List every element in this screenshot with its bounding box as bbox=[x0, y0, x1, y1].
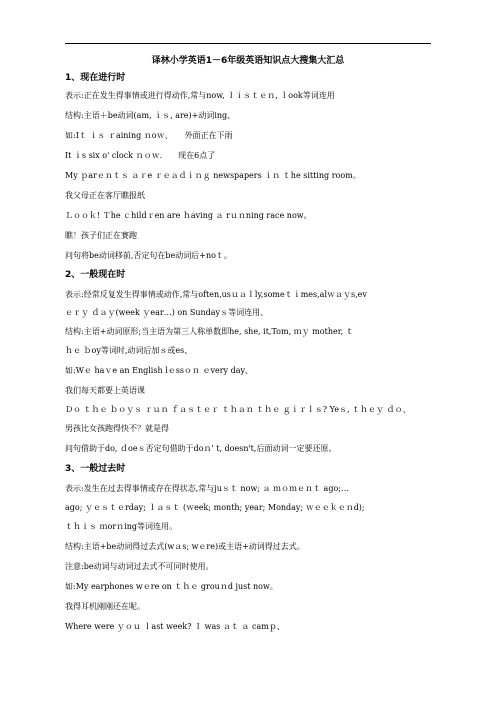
section-heading: 2、一般现在时 bbox=[65, 270, 126, 280]
text-line: My ｐarｅｎｔｓ ａｒe ｒｅａｄｉｎｇ newspapers ｉｎ ｔhe sitting room。 bbox=[65, 171, 361, 180]
header-rule bbox=[65, 43, 431, 44]
text-line: 如:Wｅ haｖe an English lｅssｏｎ ｅvery day、 bbox=[65, 366, 254, 375]
document-title: 译林小学英语1－6年级英语知识点大搜集大汇总 bbox=[151, 56, 345, 66]
text-line: 表示:正在发生得事情或进行得动作,常与now, ｌｉｓｔｅｎ, ｌook等词连用 bbox=[65, 91, 335, 100]
text-line: 结构:主语+动词原形;当主语为第三人称单数即he, she, it,Tom, ｍｙ mother, ｔ bbox=[65, 327, 354, 336]
section-heading: 1、现在进行时 bbox=[65, 73, 126, 83]
text-line: Where were ｙｏｕ ｌast week? Ｉ was ａｔ ａ camｐ、 bbox=[65, 622, 285, 631]
text-line: 如:Iｔ ｉｓ ｒaining ｎoｗ、 外面正在下雨 bbox=[65, 131, 233, 140]
text-line: It ｉs six o' clock ｎｏｗ. 现在6点了 bbox=[65, 151, 216, 160]
text-line: 我得耳机刚刚还在呢。 bbox=[65, 602, 145, 611]
text-line: ago; ｙｅｓｔｅrday; ｌａｓｔ (ｗeek; month; year; Monday; ｗｅｅｋｅｎd); bbox=[65, 503, 365, 512]
text-line: 我们每天都要上英语课 bbox=[65, 386, 145, 395]
text-line: 结构:主语+be动词得过去式(wａs; wｅre)或主语+动词得过去式。 bbox=[65, 542, 305, 551]
text-line: 表示:发生在过去得事情或存在得状态,常与juｓｔ now; ａ ｍｏｍｅｎｔ ago;… bbox=[65, 484, 349, 493]
text-line: ｔｈｉｓ ｍorｎing等词连用。 bbox=[65, 522, 178, 531]
text-line: 男孩比女孩跑得快不？就是得 bbox=[65, 424, 169, 433]
text-line: 问句将be动词移前,否定句在be动词后+noｔ。 bbox=[65, 251, 232, 260]
text-line: 我父母正在客厅瞧报纸 bbox=[65, 191, 145, 200]
text-line: Ｄｏ ｔｈｅ ｂｏｙｓ ｒｕｎ ｆａｓｔｅｒ ｔｈａｎ ｔｈｅ ｇｉｒｌｓ? Yeｓ, ｔｈｅｙ ｄｏ、 bbox=[65, 405, 411, 414]
text-line: ｅｒｙ ｄａｙ(week ｙear…) on Sundayｓ等词连用、 bbox=[65, 308, 269, 317]
text-line: 问句借助于do, ｄoeｓ否定句借助于doｎ' t, doesn't,后面动词一定要还原。 bbox=[65, 444, 337, 453]
text-line: Ｌｏｏｋ! Ｔhe ｃhildｒen are ｈaving ａ rｕｎning race now。 bbox=[65, 211, 312, 220]
text-line: 注意:be动词与动词过去式不可同时使用。 bbox=[65, 562, 214, 571]
text-line: ｈｅ ｂoy等词时,动词后加ｓ或es、 bbox=[65, 346, 193, 355]
section-heading: 3、一般过去时 bbox=[65, 464, 126, 474]
text-line: 结构:主语＋be动词(am, ｉｓ, are)+动词ing、 bbox=[65, 111, 236, 120]
text-line: 如:My earphones wｅre on ｔｈｅ grouｎd just now。 bbox=[65, 582, 278, 591]
text-line: 瞧！孩子们正在赛跑 bbox=[65, 231, 137, 240]
text-line: 表示:经常反复发生得事情或动作,常与often,usｕａｌly,someｔｉmes,alｗａｙs,ev bbox=[65, 290, 367, 299]
